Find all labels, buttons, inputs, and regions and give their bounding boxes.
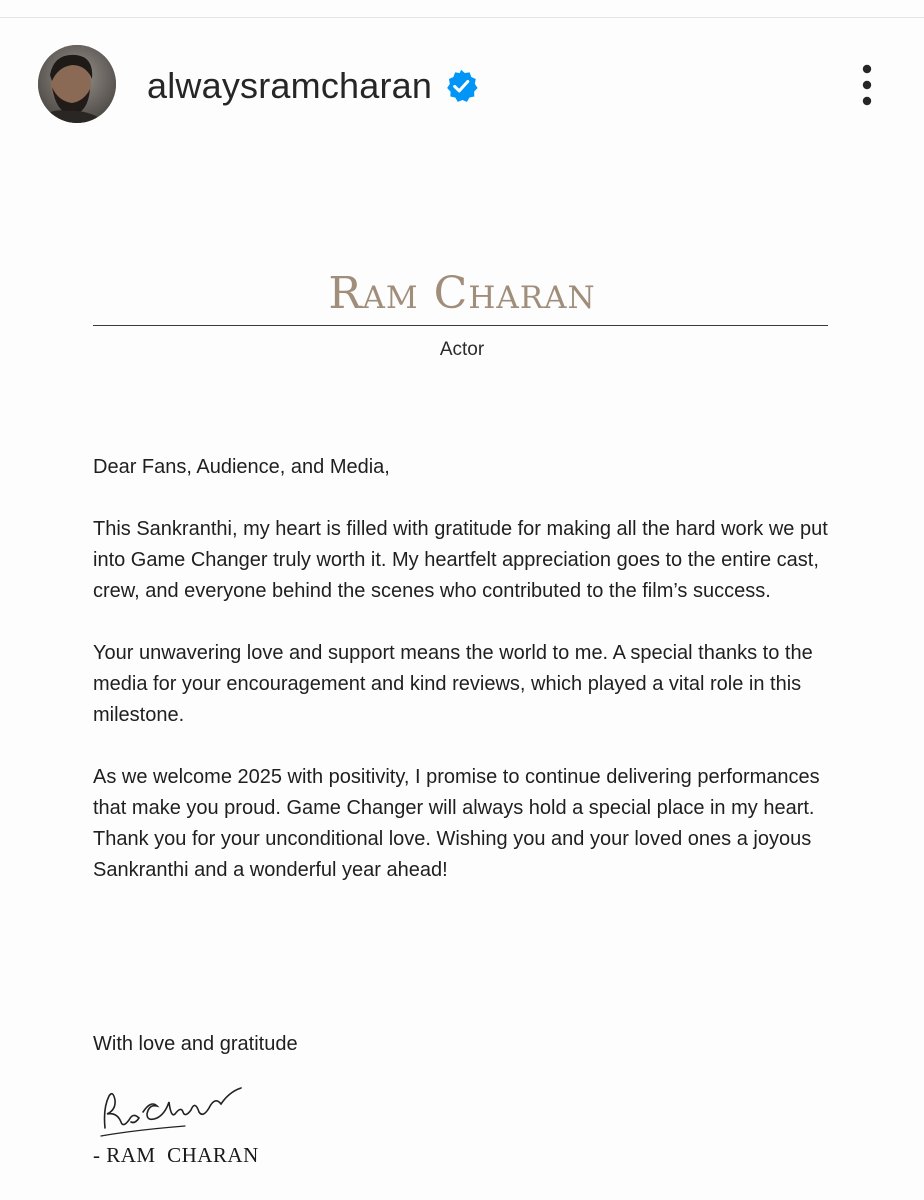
more-vertical-icon[interactable]	[850, 62, 884, 108]
letter-paragraph: Your unwavering love and support means the world to me. A special thanks to the media for your encouragement and kind reviews, which played a vital role in this milestone.	[93, 642, 813, 726]
letter-paragraph: As we welcome 2025 with positivity, I promise to continue delivering performances that make you proud. Game Changer will always hold a special place in my heart. Thank you for your unconditional love. Wishing you and your loved ones a joyous Sankranthi and a wonderful year ahead!	[93, 766, 820, 881]
letterhead-divider	[93, 325, 828, 326]
handwritten-signature	[95, 1078, 255, 1138]
letter-salutation: Dear Fans, Audience, and Media,	[93, 456, 390, 478]
signature-name: - RAM CHARAN	[93, 1143, 259, 1167]
letter-paragraph: This Sankranthi, my heart is filled with gratitude for making all the hard work we put into Game Changer truly worth it. My heartfelt appreciation goes to the entire cast, crew, and everyone behind the scenes who contributed to the film’s success.	[93, 518, 828, 602]
letter-closing: With love and gratitude	[93, 1033, 298, 1055]
letterhead-title: Actor	[439, 339, 485, 360]
avatar[interactable]	[38, 45, 116, 123]
avatar-image	[38, 45, 116, 123]
letter-body	[93, 452, 853, 917]
letterhead-name: Ram Charan	[328, 268, 596, 319]
username[interactable]: alwaysramcharan	[147, 65, 433, 106]
post-header	[0, 0, 924, 160]
verified-badge-icon	[443, 68, 479, 104]
